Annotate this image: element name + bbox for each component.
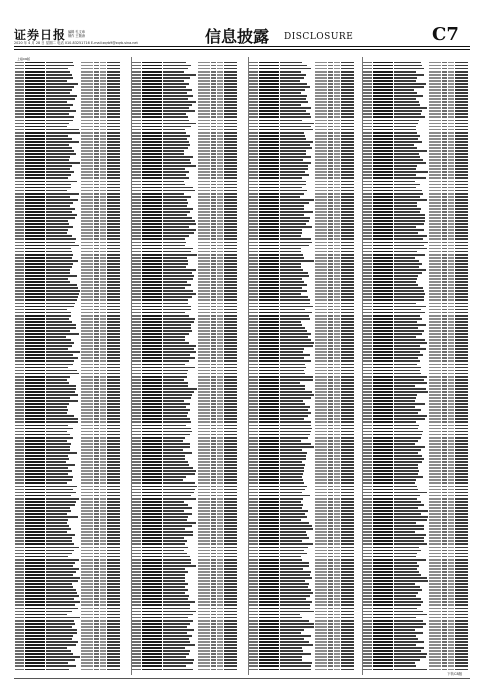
table-row	[132, 668, 238, 671]
page-header	[0, 0, 484, 46]
continued-from-label: 上接C6版	[17, 57, 31, 61]
table-cell	[280, 669, 311, 671]
table-cell	[94, 669, 99, 671]
editor-line: 编辑 孔文章	[68, 30, 85, 34]
dateline: 2020 年 4 月 28 日 星期二 电话 010-83251716 E-mail:zqrb9@zqrb.sina.net	[14, 41, 138, 45]
table-cell	[81, 669, 93, 671]
column-3	[249, 61, 355, 675]
column-2	[132, 61, 238, 675]
table-cell	[163, 669, 193, 671]
table-cell	[315, 669, 327, 671]
header-rule	[14, 46, 470, 47]
table-cell	[224, 669, 237, 671]
newspaper-logo: 证券日报	[14, 28, 67, 42]
table-cell	[334, 669, 340, 671]
column-1	[15, 61, 121, 675]
page-number: C7	[432, 24, 459, 45]
disclosure-tables	[15, 57, 469, 675]
table-row	[249, 668, 355, 671]
section-title-english: DISCLOSURE	[284, 32, 354, 42]
producer-line: 制作 王敬涛	[68, 34, 85, 38]
table-cell	[107, 669, 120, 671]
table-cell	[100, 669, 106, 671]
table-row	[15, 668, 121, 671]
section-title: 信息披露	[205, 27, 270, 46]
table-cell	[15, 669, 24, 671]
table-cell	[328, 669, 333, 671]
header-rule-thin	[14, 49, 470, 50]
editor-credits	[68, 30, 85, 38]
table-cell	[198, 669, 210, 671]
table-cell	[46, 669, 69, 671]
table-cell	[259, 669, 279, 671]
table-cell	[211, 669, 216, 671]
table-cell	[217, 669, 223, 671]
table-cell	[341, 669, 354, 671]
table-cell	[25, 669, 45, 671]
table-cell	[142, 669, 162, 671]
table-cell	[132, 669, 141, 671]
column-4	[363, 61, 469, 675]
table-cell	[249, 669, 258, 671]
